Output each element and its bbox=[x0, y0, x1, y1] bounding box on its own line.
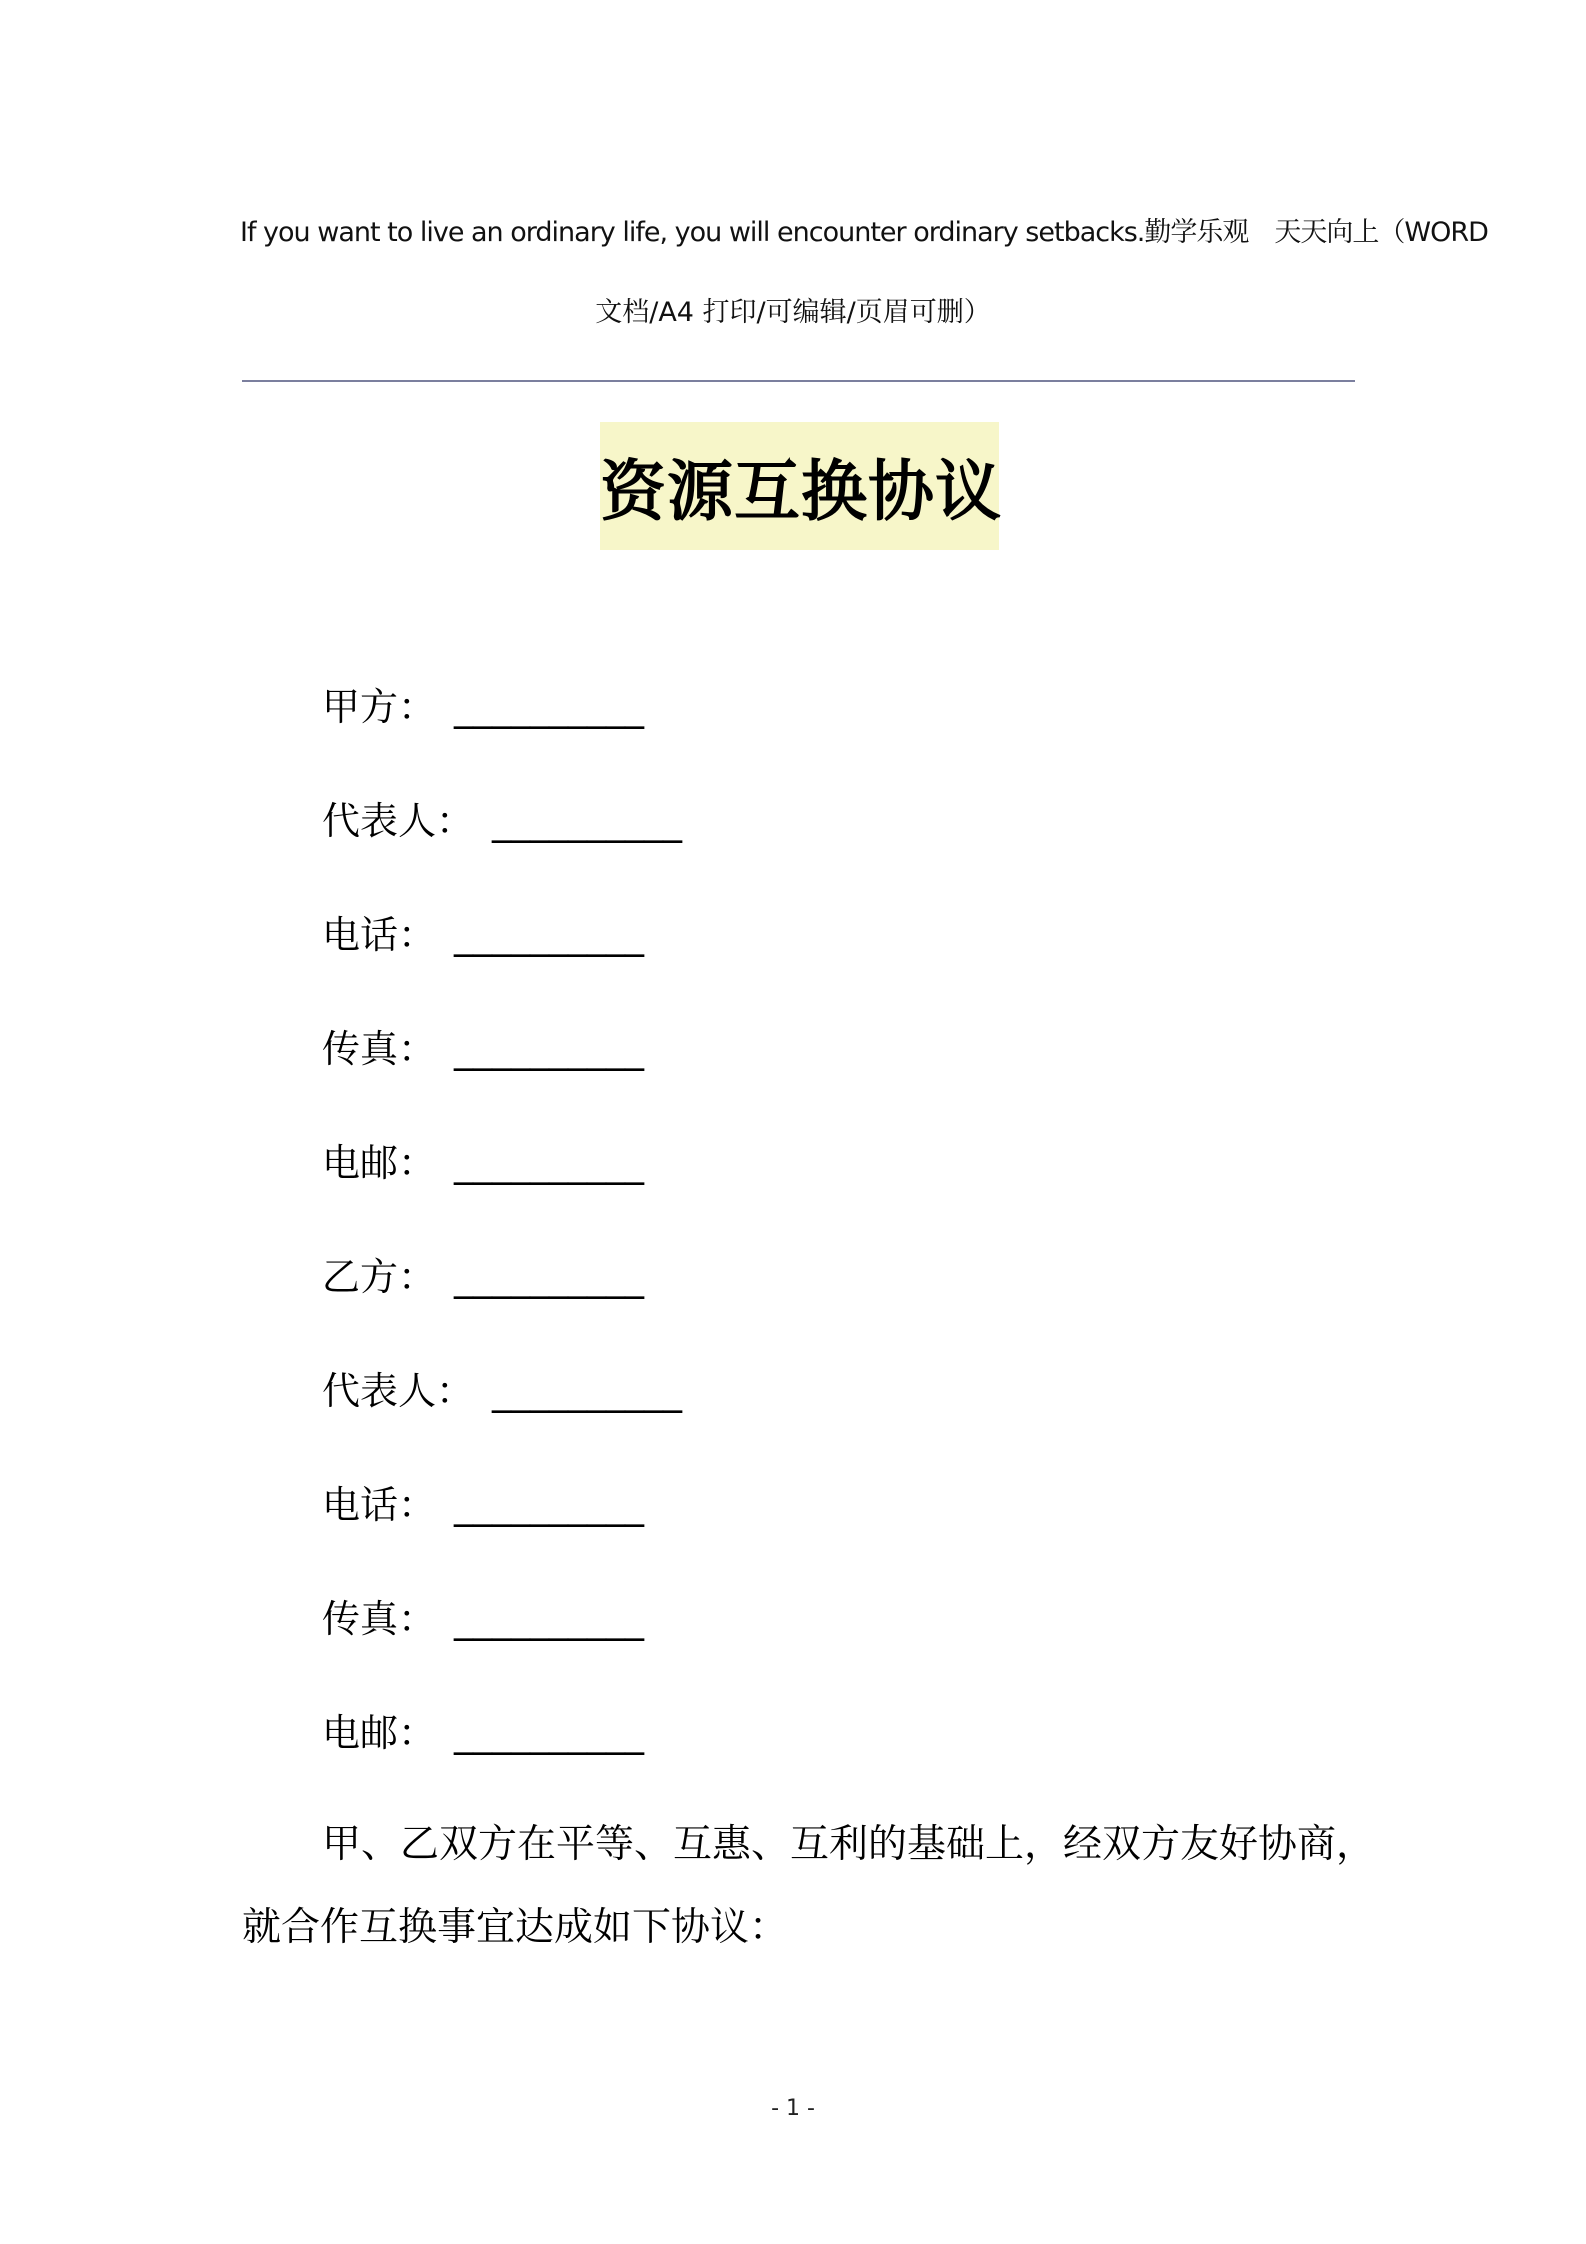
party-a-email-label: 电邮： bbox=[322, 1141, 437, 1185]
body-paragraph-line-2: 就合作互换事宜达成如下协议： bbox=[242, 1905, 789, 1950]
party-b-representative-field bbox=[322, 1365, 682, 1417]
party-a-phone-blank[interactable]: __________ bbox=[454, 913, 645, 957]
party-a-label: 甲方： bbox=[322, 685, 437, 729]
header-divider bbox=[242, 380, 1355, 382]
body-paragraph-line-1: 甲、乙双方在平等、互惠、互利的基础上，经双方友好协商， bbox=[322, 1822, 1376, 1867]
party-b-fax-field bbox=[322, 1593, 644, 1645]
document-title: 资源互换协议 bbox=[600, 453, 1002, 530]
party-a-email-field bbox=[322, 1137, 644, 1189]
party-a-blank[interactable]: __________ bbox=[454, 685, 645, 729]
party-a-field bbox=[322, 681, 644, 733]
party-b-representative-blank[interactable]: __________ bbox=[492, 1369, 683, 1413]
party-b-phone-blank[interactable]: __________ bbox=[454, 1483, 645, 1527]
party-a-representative-label: 代表人： bbox=[322, 799, 475, 843]
party-a-fax-field bbox=[322, 1023, 644, 1075]
party-a-fax-blank[interactable]: __________ bbox=[454, 1027, 645, 1071]
party-a-representative-field bbox=[322, 795, 682, 847]
page-header-line-1: If you want to live an ordinary life, you will encounter ordinary setbacks.勤学乐观 天天向上（WORD bbox=[240, 217, 1488, 248]
party-b-field bbox=[322, 1251, 644, 1303]
title-highlight bbox=[600, 422, 1002, 550]
party-a-phone-field bbox=[322, 909, 644, 961]
party-a-representative-blank[interactable]: __________ bbox=[492, 799, 683, 843]
party-a-email-blank[interactable]: __________ bbox=[454, 1141, 645, 1185]
party-b-phone-field bbox=[322, 1479, 644, 1531]
party-a-fax-label: 传真： bbox=[322, 1027, 437, 1071]
party-a-phone-label: 电话： bbox=[322, 913, 437, 957]
party-b-fax-label: 传真： bbox=[322, 1597, 437, 1641]
party-b-email-label: 电邮： bbox=[322, 1711, 437, 1755]
party-b-email-blank[interactable]: __________ bbox=[454, 1711, 645, 1755]
page-header-line-2: 文档/A4 打印/可编辑/页眉可删） bbox=[595, 297, 991, 328]
party-b-representative-label: 代表人： bbox=[322, 1369, 475, 1413]
party-b-fax-blank[interactable]: __________ bbox=[454, 1597, 645, 1641]
party-b-label: 乙方： bbox=[322, 1255, 437, 1299]
party-b-email-field bbox=[322, 1707, 644, 1759]
party-b-phone-label: 电话： bbox=[322, 1483, 437, 1527]
party-b-blank[interactable]: __________ bbox=[454, 1255, 645, 1299]
page-number: - 1 - bbox=[771, 2096, 815, 2121]
